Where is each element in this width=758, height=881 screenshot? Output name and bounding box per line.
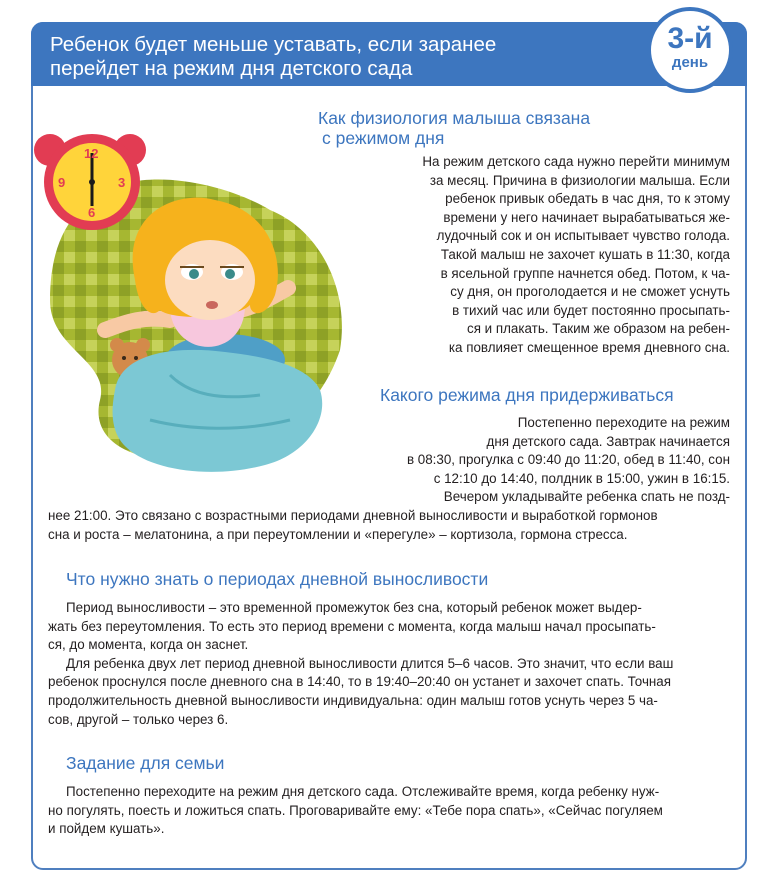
section-text: На режим детского сада нужно перейти минимум за месяц. Причина в физиологии малыша. Если ребенок привык обедать в час дня, то к этому времени у него начинает вырабатываться же- лудочный сок и он испытывает чувство голода. Такой малыш не захочет кушать в 11:30, когда в ясельной группе начнется обед. Потом, к ча- су дня, он проголодается и не сможет уснуть в тихий час или будет постоянно просыпать- ся и плакать. Таким же образом на ребен- ка повлияет смещенное время дневного сна. <box>422 154 730 355</box>
clock-numeral: 12 <box>84 146 99 161</box>
day-number: 3-й <box>667 22 713 55</box>
section-heading: Как физиология малыша связана с режимом дня <box>318 108 591 148</box>
section-heading: Что нужно знать о периодах дневной выносливости <box>66 569 489 589</box>
day-badge <box>647 7 733 93</box>
page-title <box>50 33 610 81</box>
section-text: нее 21:00. Это связано с возрастными периодами дневной выносливости и выработкой гормонов сна и роста – мелатонина, а при переутомлении и «перегуле» – кортизола, гормона стресса. <box>48 508 658 542</box>
title-line: перейдет на режим дня детского сада <box>50 57 413 80</box>
section-text: Постепенно переходите на режим дня детского сада. Завтрак начинается в 08:30, прогулка с 09:40 до 11:20, обед в 11:40, сон с 12:10 до 14:40, полдник в 15:00, ужин в 16:15. Вечером укладывайте ребенка спать не позд- <box>406 415 730 505</box>
sleepy-child-illustration <box>20 120 400 500</box>
clock-numeral: 6 <box>88 205 96 220</box>
clock-numeral: 3 <box>118 175 126 190</box>
section-text: Постепенно переходите на режим дня детского сада. Отслеживайте время, когда ребенку нуж- но погулять, поесть и ложиться спать. Проговаривайте ему: «Тебе пора спать», «Сейчас погуляем и пойдем кушать». <box>48 784 663 837</box>
day-label: день <box>671 54 709 71</box>
section-text: Период выносливости – это временной промежуток без сна, который ребенок может выдер- жать без переутомления. То есть это период времени с момента, когда малыш начал просыпать- ся, до момента, когда он заснет. Для ребенка двух лет период дневной выносливости длится 5–6 часов. Это значит, что если ваш ребенок проснулся после дневного сна в 14:40, то в 19:40–20:40 он устанет и захочет спать. Точная продолжительность дневной выносливости индивидуальна: один малыш готов уснуть через 5 ча- сов, другой – только через 6. <box>48 600 674 727</box>
blanket <box>113 350 323 472</box>
section-heading: Какого режима дня придерживаться <box>380 385 674 405</box>
section-heading: Задание для семьи <box>66 753 225 773</box>
clock-numeral: 9 <box>58 175 66 190</box>
title-line: Ребенок будет меньше уставать, если заранее <box>50 33 497 56</box>
